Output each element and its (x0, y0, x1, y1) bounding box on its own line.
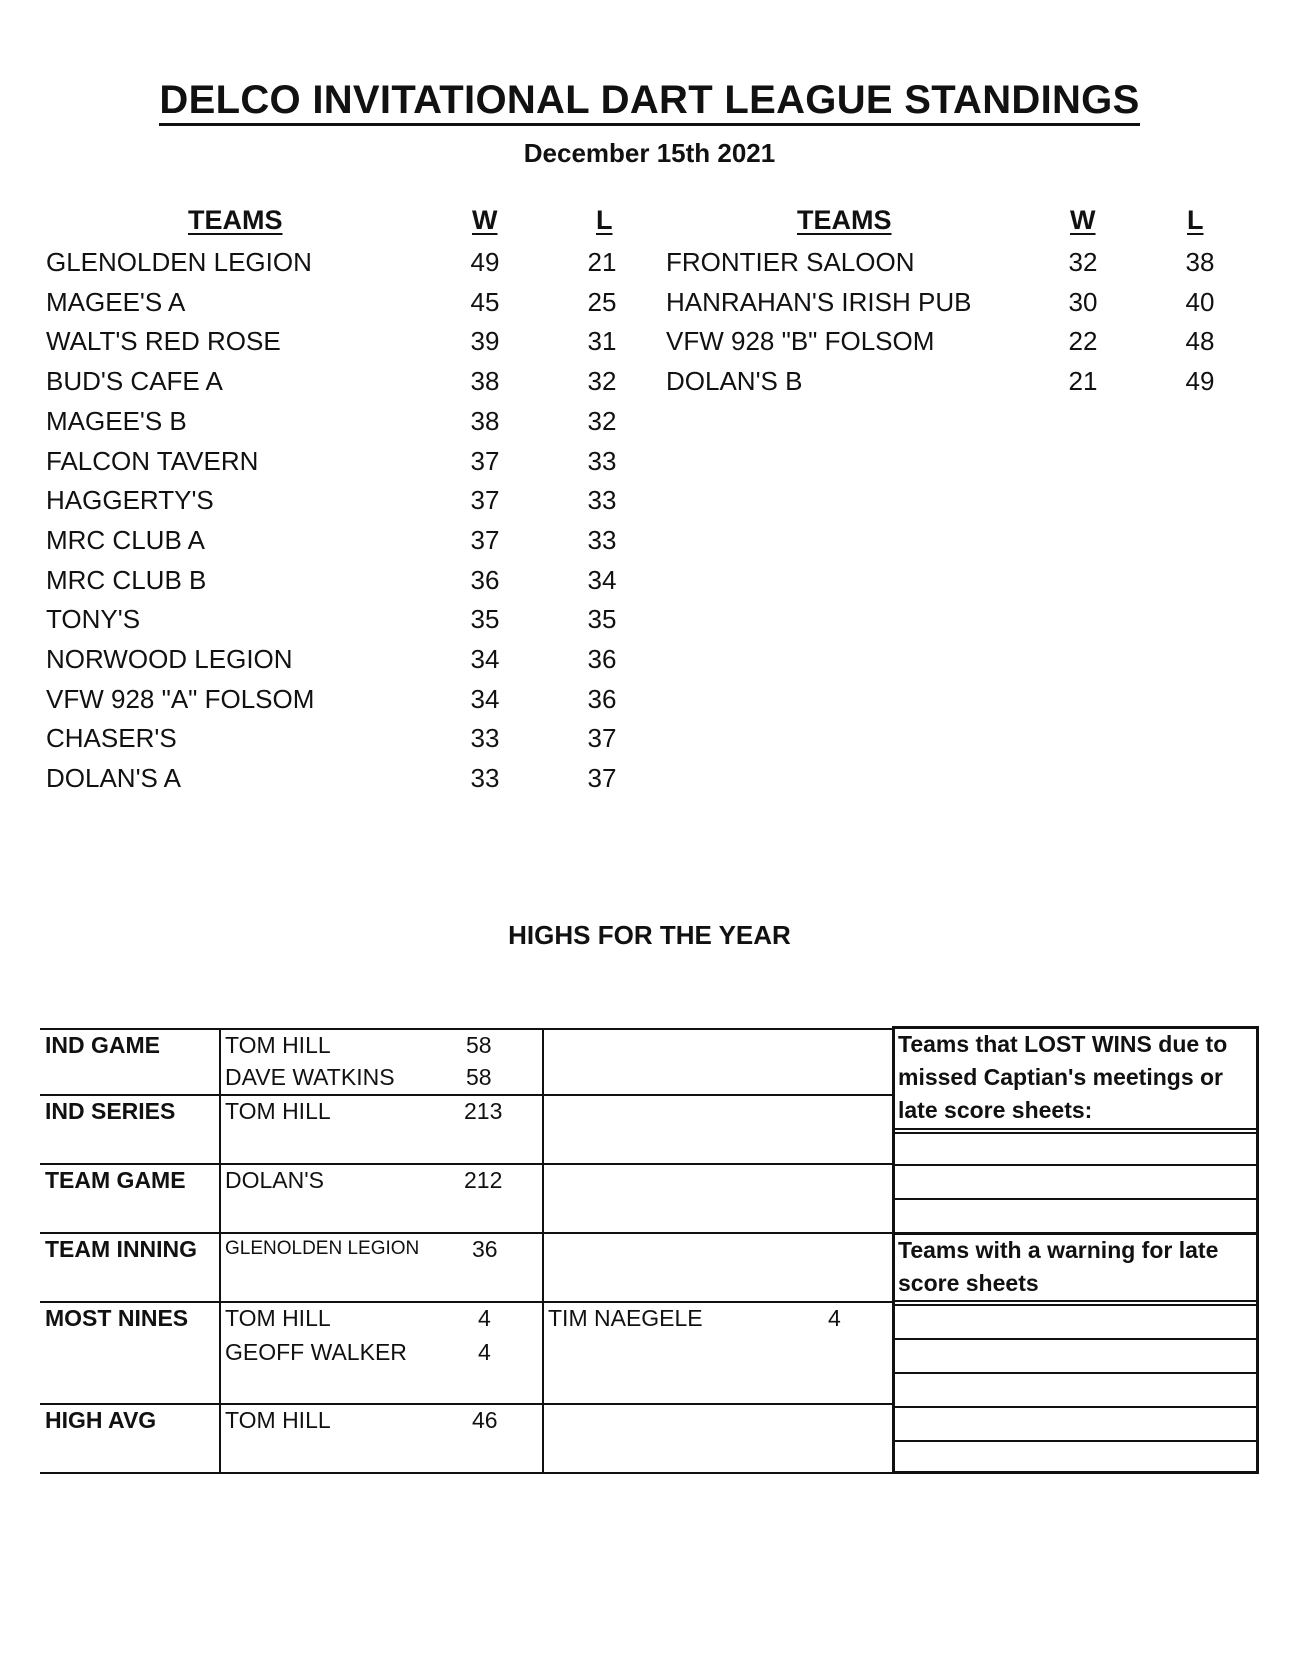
team-wins: 33 (470, 723, 500, 754)
table-vline (542, 1028, 544, 1474)
most-nines-name-3: TIM NAEGELE (548, 1305, 703, 1331)
date-subtitle: December 15th 2021 (523, 138, 776, 168)
team-losses: 32 (587, 405, 617, 436)
cat-ind-game: IND GAME (45, 1032, 160, 1058)
notes-line (892, 1372, 1259, 1374)
team-losses: 33 (587, 485, 617, 516)
ind-game-value-2: 58 (466, 1064, 492, 1090)
warning-note: Teams with a warning for late score sheets (898, 1237, 1219, 1296)
team-name: TONY'S (46, 604, 141, 635)
team-name: GLENOLDEN LEGION (46, 247, 312, 277)
header-teams-left: TEAMS (188, 205, 283, 235)
team-losses: 36 (587, 644, 617, 674)
high-avg-value: 46 (472, 1407, 498, 1433)
notes-line (892, 1440, 1259, 1442)
table-line (40, 1403, 892, 1405)
highs-title: HIGHS FOR THE YEAR (508, 920, 791, 950)
team-wins: 33 (470, 763, 500, 794)
team-losses: 48 (1185, 326, 1215, 357)
cat-most-nines: MOST NINES (45, 1305, 189, 1331)
ind-series-name: TOM HILL (225, 1098, 331, 1124)
ind-game-name-1: TOM HILL (225, 1032, 331, 1058)
most-nines-name-1: TOM HILL (225, 1305, 331, 1331)
lost-wins-note: Teams that LOST WINS due to missed Captian's meetings or late score sheets: (898, 1031, 1228, 1123)
notes-line (892, 1338, 1259, 1340)
notes-line (892, 1406, 1259, 1408)
header-w-right: W (1070, 205, 1096, 235)
team-losses: 35 (587, 604, 617, 635)
team-wins: 34 (470, 644, 500, 674)
team-losses: 25 (587, 286, 617, 317)
team-name: CHASER'S (46, 723, 177, 754)
most-nines-value-2: 4 (478, 1339, 491, 1365)
team-name: VFW 928 "B" FOLSOM (666, 326, 935, 357)
team-wins: 35 (470, 604, 500, 635)
team-wins: 30 (1068, 286, 1098, 317)
high-avg-name: TOM HILL (225, 1407, 331, 1433)
team-wins: 21 (1068, 366, 1098, 397)
team-wins: 36 (470, 564, 500, 595)
team-losses: 21 (587, 247, 617, 277)
notes-line (892, 1300, 1259, 1302)
team-game-name: DOLAN'S (225, 1167, 324, 1193)
team-name: MRC CLUB A (46, 524, 205, 555)
team-losses: 33 (587, 524, 617, 555)
table-line (40, 1472, 892, 1474)
team-name: NORWOOD LEGION (46, 644, 293, 674)
team-wins: 39 (470, 326, 500, 357)
most-nines-value-3: 4 (828, 1305, 841, 1331)
notes-line (892, 1198, 1259, 1200)
header-l-right: L (1187, 205, 1204, 235)
team-losses: 34 (587, 564, 617, 595)
team-name: HANRAHAN'S IRISH PUB (666, 286, 972, 317)
page-title: DELCO INVITATIONAL DART LEAGUE STANDINGS (0, 78, 1299, 123)
most-nines-value-1: 4 (478, 1305, 491, 1331)
ind-series-value: 213 (464, 1098, 503, 1124)
team-wins: 37 (470, 485, 500, 516)
team-name: VFW 928 "A" FOLSOM (46, 683, 315, 714)
team-losses: 33 (587, 445, 617, 476)
most-nines-name-2: GEOFF WALKER (225, 1339, 407, 1365)
team-losses: 38 (1185, 247, 1215, 277)
notes-line (892, 1132, 1259, 1134)
team-name: MRC CLUB B (46, 564, 207, 595)
team-wins: 37 (470, 445, 500, 476)
team-wins: 45 (470, 286, 500, 317)
cat-high-avg: HIGH AVG (45, 1407, 157, 1433)
cat-team-game: TEAM GAME (45, 1167, 186, 1193)
team-losses: 40 (1185, 286, 1215, 317)
header-teams-right: TEAMS (797, 205, 892, 235)
team-losses: 36 (587, 683, 617, 714)
ind-game-value-1: 58 (466, 1032, 492, 1058)
team-losses: 37 (587, 763, 617, 794)
team-name: DOLAN'S A (46, 763, 182, 794)
team-wins: 38 (470, 366, 500, 397)
team-wins: 34 (470, 683, 500, 714)
team-name: DOLAN'S B (666, 366, 803, 397)
team-name: HAGGERTY'S (46, 485, 214, 516)
header-l-left: L (596, 205, 613, 235)
header-w-left: W (472, 205, 498, 235)
notes-line (892, 1304, 1259, 1306)
team-wins: 32 (1068, 247, 1098, 277)
team-losses: 31 (587, 326, 617, 357)
cat-team-inning: TEAM INNING (45, 1236, 198, 1262)
team-losses: 49 (1185, 366, 1215, 397)
team-inning-name: GLENOLDEN LEGION (225, 1238, 420, 1259)
team-name: WALT'S RED ROSE (46, 326, 281, 357)
team-inning-value: 36 (472, 1236, 498, 1262)
team-name: FALCON TAVERN (46, 445, 259, 476)
ind-game-name-2: DAVE WATKINS (225, 1064, 395, 1090)
team-name: MAGEE'S B (46, 405, 187, 436)
team-wins: 49 (470, 247, 500, 277)
team-wins: 37 (470, 524, 500, 555)
team-losses: 37 (587, 723, 617, 754)
team-wins: 38 (470, 405, 500, 436)
table-vline (219, 1028, 221, 1474)
team-name: BUD'S CAFE A (46, 366, 223, 397)
team-name: FRONTIER SALOON (666, 247, 915, 277)
cat-ind-series: IND SERIES (45, 1098, 176, 1124)
team-losses: 32 (587, 366, 617, 397)
notes-line (892, 1164, 1259, 1166)
team-game-value: 212 (464, 1167, 503, 1193)
notes-line (892, 1128, 1259, 1130)
team-name: MAGEE'S A (46, 286, 186, 317)
team-wins: 22 (1068, 326, 1098, 357)
